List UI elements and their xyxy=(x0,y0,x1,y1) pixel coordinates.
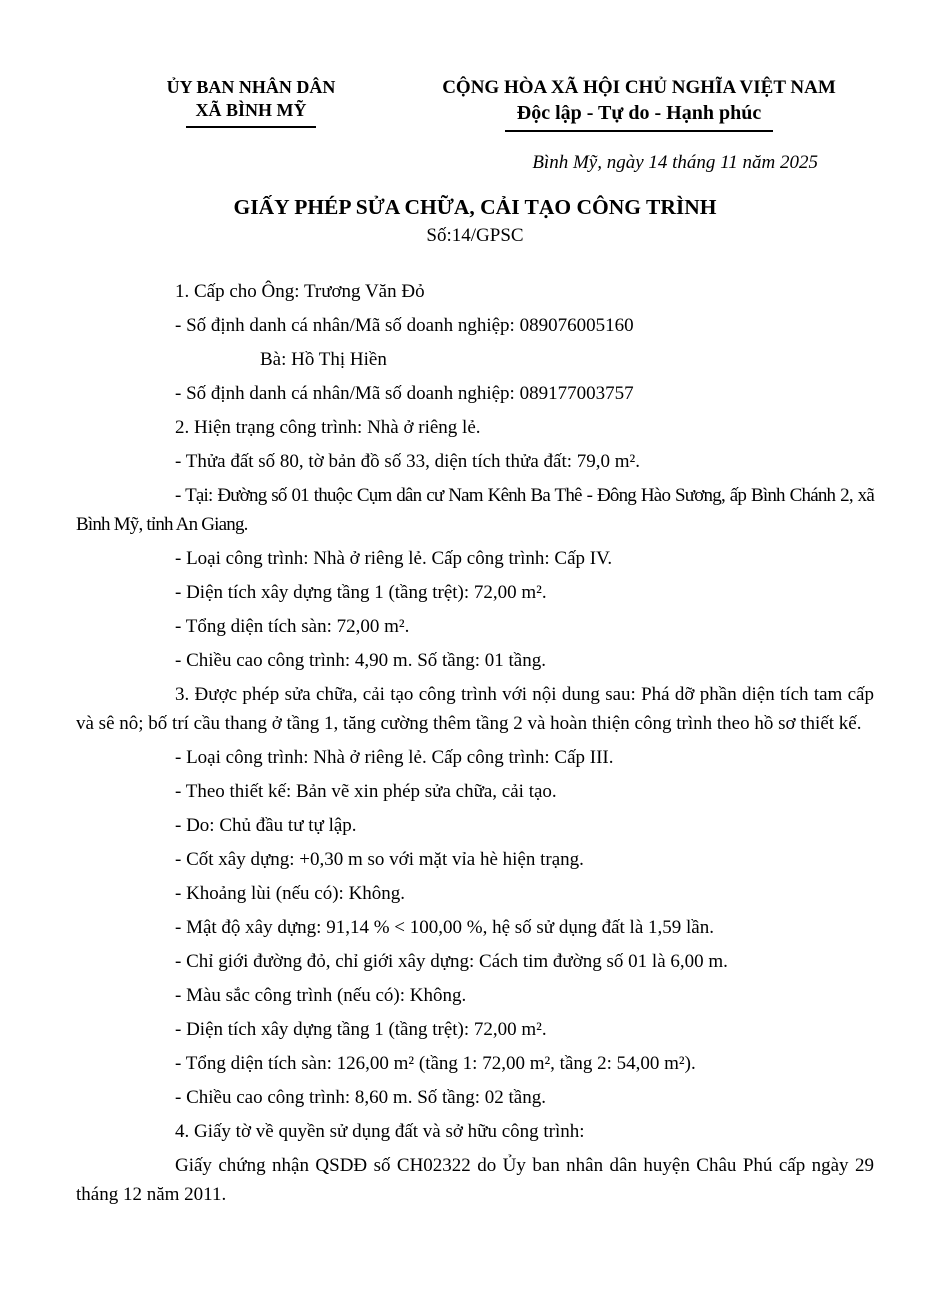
document-paragraph: - Số định danh cá nhân/Mã số doanh nghiệp: 089177003757 xyxy=(175,383,634,404)
document-paragraph: 2. Hiện trạng công trình: Nhà ở riêng lẻ. xyxy=(175,417,481,438)
document-paragraph: - Khoảng lùi (nếu có): Không. xyxy=(175,883,406,904)
document-paragraph: - Mật độ xây dựng: 91,14 % < 100,00 %, hệ số sử dụng đất là 1,59 lần. xyxy=(175,917,714,938)
document-paragraph: 3. Được phép sửa chữa, cải tạo công trình với nội dung sau: Phá dỡ phần diện tích tam cấp và sê nô; bố trí cầu thang ở tầng 1, tăng cường thêm tầng 2 và hoàn thiện công trình theo hồ sơ thiết kế. xyxy=(76,684,874,734)
document-paragraph: - Theo thiết kế: Bản vẽ xin phép sửa chữa, cải tạo. xyxy=(175,781,557,802)
issuer-underline xyxy=(186,126,316,128)
document-paragraph: - Tổng diện tích sàn: 72,00 m². xyxy=(175,616,410,637)
document-paragraph: 1. Cấp cho Ông: Trương Văn Đỏ xyxy=(175,281,425,302)
document-body xyxy=(76,277,874,1209)
issuer-name: ỦY BAN NHÂN DÂN xyxy=(166,77,336,97)
document-paragraph: - Loại công trình: Nhà ở riêng lẻ. Cấp công trình: Cấp III. xyxy=(175,747,614,768)
document-paragraph: - Loại công trình: Nhà ở riêng lẻ. Cấp công trình: Cấp IV. xyxy=(175,548,613,569)
place-date-line: Bình Mỹ, ngày 14 tháng 11 năm 2025 xyxy=(532,152,818,173)
document-paragraph: - Tại: Đường số 01 thuộc Cụm dân cư Nam Kênh Ba Thê - Đông Hào Sương, ấp Bình Chánh 2, xã Bình Mỹ, tỉnh An Giang. xyxy=(76,485,874,535)
document-header xyxy=(76,76,874,132)
document-paragraph: - Màu sắc công trình (nếu có): Không. xyxy=(175,985,467,1006)
document-paragraph: Giấy chứng nhận QSDĐ số CH02322 do Ủy ban nhân dân huyện Châu Phú cấp ngày 29 tháng 12 năm 2011. xyxy=(76,1155,874,1205)
document-paragraph: Bà: Hồ Thị Hiền xyxy=(260,349,387,370)
document-paragraph: - Tổng diện tích sàn: 126,00 m² (tầng 1: 72,00 m², tầng 2: 54,00 m²). xyxy=(175,1053,696,1074)
document-paragraph: - Cốt xây dựng: +0,30 m so với mặt vỉa hè hiện trạng. xyxy=(175,849,584,870)
document-paragraph: 4. Giấy tờ về quyền sử dụng đất và sở hữu công trình: xyxy=(175,1121,585,1142)
document-title: GIẤY PHÉP SỬA CHỮA, CẢI TẠO CÔNG TRÌNH xyxy=(233,195,717,219)
document-paragraph: - Chỉ giới đường đỏ, chỉ giới xây dựng: Cách tim đường số 01 là 6,00 m. xyxy=(175,951,728,972)
document-number: Số:14/GPSC xyxy=(426,225,524,246)
document-paragraph: - Diện tích xây dựng tầng 1 (tầng trệt): 72,00 m². xyxy=(175,582,547,603)
motto-underline xyxy=(505,130,773,132)
national-motto: Độc lập - Tự do - Hạnh phúc xyxy=(516,102,762,124)
document-paragraph: - Số định danh cá nhân/Mã số doanh nghiệp: 089076005160 xyxy=(175,315,634,336)
issuer-commune: XÃ BÌNH MỸ xyxy=(195,100,307,120)
document-paragraph: - Do: Chủ đầu tư tự lập. xyxy=(175,815,357,836)
national-motto-block xyxy=(404,76,874,132)
national-title: CỘNG HÒA XÃ HỘI CHỦ NGHĨA VIỆT NAM xyxy=(442,77,836,98)
issuer-block xyxy=(76,76,396,128)
document-paragraph: - Chiều cao công trình: 8,60 m. Số tầng: 02 tầng. xyxy=(175,1087,546,1108)
document-paragraph: - Diện tích xây dựng tầng 1 (tầng trệt): 72,00 m². xyxy=(175,1019,547,1040)
document-paragraph: - Chiều cao công trình: 4,90 m. Số tầng: 01 tầng. xyxy=(175,650,546,671)
document-paragraph: - Thửa đất số 80, tờ bản đồ số 33, diện tích thửa đất: 79,0 m². xyxy=(175,451,641,472)
